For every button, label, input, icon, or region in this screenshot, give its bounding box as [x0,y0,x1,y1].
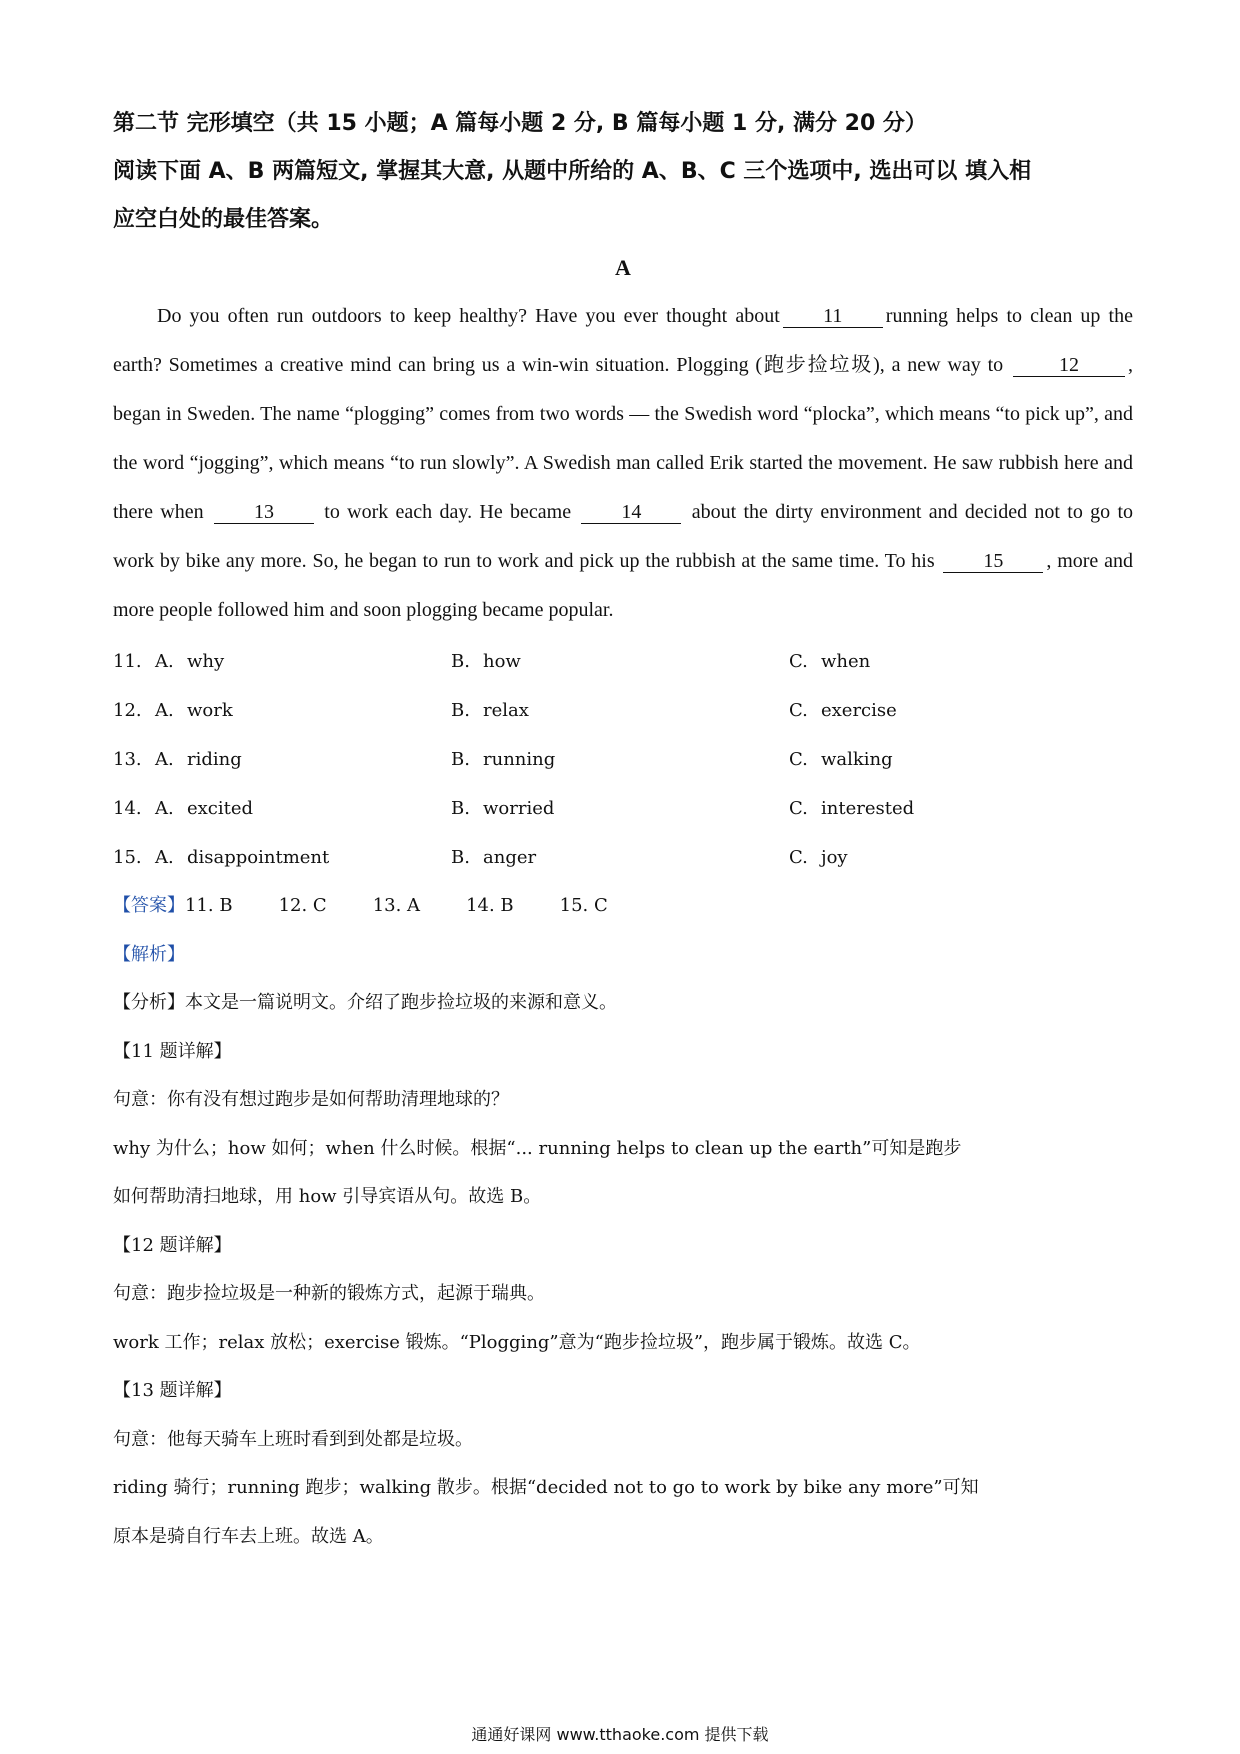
question-row [113,686,1133,735]
option-a: disappointment [187,847,330,868]
answer-15: 15. C [559,895,608,916]
option-letter: B. [451,847,470,868]
instructions-line-2: 应空白处的最佳答案。 [113,207,334,232]
option-b: relax [483,700,529,721]
option-a: riding [187,749,242,770]
detail-13-line-3: 原本是骑自行车去上班。故选 A。 [113,1525,384,1547]
instructions-line-1: 阅读下面 A、B 两篇短文, 掌握其大意, 从题中所给的 A、B、C 三个选项中, 选出可以 填入相 [113,159,1032,184]
page-footer: 通通好课网 www.tthaoke.com 提供下载 [471,1725,769,1744]
option-letter: A. [155,749,174,770]
option-letter: A. [155,651,174,672]
detail-13-line-1: 句意：他每天骑车上班时看到到处都是垃圾。 [113,1428,473,1450]
option-c: when [821,651,871,672]
answer-11: 11. B [185,895,233,916]
option-letter: B. [451,651,470,672]
passage-sentence-3: , began in Sweden. The name “plogging” comes from two words — the Swedish word “plocka”, which means “to pick up”, and the word “jogging”, which means “to run slowly”. A Swedish man called Erik started the movement. He saw rubbish here and there when [113,354,1133,523]
question-row [113,637,1133,686]
passage-sentence-1: Do you often run outdoors to keep healthy? Have you ever thought about [157,305,780,327]
option-c: exercise [821,700,897,721]
passage-text [113,292,1133,635]
option-b: running [483,749,556,770]
detail-12-line-1: 句意：跑步捡垃圾是一种新的锻炼方式，起源于瑞典。 [113,1283,545,1304]
option-c: interested [821,798,915,819]
option-a: excited [187,798,254,819]
question-row [113,833,1133,882]
option-letter: C. [789,798,808,819]
option-b: how [483,651,521,672]
answer-14: 14. B [466,895,514,916]
passage-sentence-4: to work each day. He became [324,501,572,523]
section-heading: 第二节 完形填空（共 15 小题；A 篇每小题 2 分, B 篇每小题 1 分, 满分 20 分） [113,111,927,136]
answer-12: 12. C [278,895,327,916]
detail-12-line-2: work 工作；relax 放松；exercise 锻炼。“Plogging”意为“跑步捡垃圾”，跑步属于锻炼。故选 C。 [113,1331,921,1353]
blank-11: 11 [783,305,883,328]
option-c: joy [821,847,848,868]
question-number: 15. [113,847,142,868]
answer-13: 13. A [372,895,421,916]
option-letter: A. [155,847,174,868]
option-letter: C. [789,847,808,868]
option-letter: C. [789,700,808,721]
question-number: 12. [113,700,142,721]
question-options [113,637,1133,882]
option-letter: C. [789,749,808,770]
option-letter: C. [789,651,808,672]
option-c: walking [821,749,893,770]
option-a: why [187,651,225,672]
detail-11-line-2: why 为什么；how 如何；when 什么时候。根据“... running helps to clean up the earth”可知是跑步 [113,1137,962,1159]
document-page [113,100,1133,1561]
option-a: work [187,700,233,721]
question-number: 13. [113,749,142,770]
passage-sentence-5: about the dirty environment and decided not to go to work by bike any more. So, he began to run to work and pick up the rubbish at the same time. To his [113,501,1134,572]
question-number: 14. [113,798,142,819]
blank-13: 13 [214,501,314,524]
option-b: worried [483,798,555,819]
analysis-summary: 【分析】本文是一篇说明文。介绍了跑步捡垃圾的来源和意义。 [113,992,617,1013]
question-row [113,784,1133,833]
blank-14: 14 [581,501,681,524]
detail-13-line-2: riding 骑行；running 跑步；walking 散步。根据“decided not to go to work by bike any more”可知 [113,1477,979,1498]
passage-sentence-2: running helps to clean up the earth? Sometimes a creative mind can bring us a win-win situation. Plogging (跑步捡垃圾), a new way to [113,305,1133,376]
question-number: 11. [113,651,142,672]
option-letter: A. [155,700,174,721]
detail-title-11: 【11 题详解】 [113,1040,232,1062]
detail-11-line-1: 句意：你有没有想过跑步是如何帮助清理地球的？ [113,1089,509,1110]
answer-line [113,882,1133,931]
option-letter: B. [451,798,470,819]
detail-11-line-3: 如何帮助清扫地球，用 how 引导宾语从句。故选 B。 [113,1186,542,1207]
analysis-tag: 【解析】 [113,943,185,965]
option-letter: A. [155,798,174,819]
blank-12: 12 [1013,354,1125,377]
option-b: anger [483,847,537,868]
detail-title-13: 【13 题详解】 [113,1380,232,1401]
answer-tag: 【答案】 [113,895,185,916]
option-letter: B. [451,700,470,721]
blank-15: 15 [943,550,1043,573]
option-letter: B. [451,749,470,770]
passage-sentence-6: , more and more people followed him and soon plogging became popular. [113,550,1133,621]
detail-title-12: 【12 题详解】 [113,1234,232,1256]
question-row [113,735,1133,784]
passage-label: A [615,255,631,280]
